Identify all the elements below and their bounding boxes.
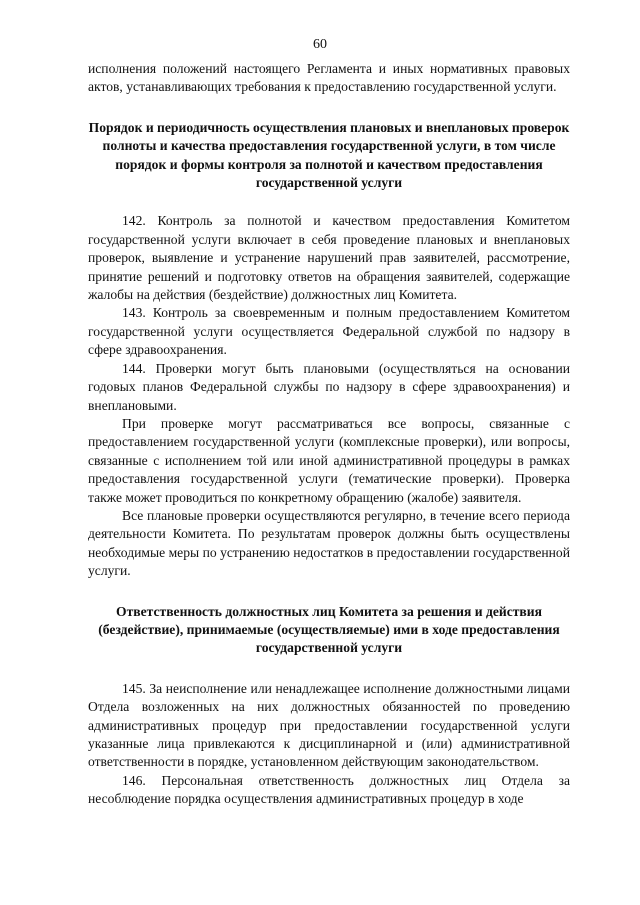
section-heading-responsibility: Ответственность должностных лиц Комитета за решения и действия (бездействие), принимаемые (осуществляемые) ими в ходе предоставления государственной услуги	[98, 603, 560, 656]
spacer	[88, 581, 570, 603]
document-body	[88, 60, 570, 809]
page-number: 60	[313, 37, 327, 52]
spacer	[88, 97, 570, 119]
clause-142: 142. Контроль за полнотой и качеством предоставления Комитетом государственной услуги включает в себя проведение плановых и внеплановых проверок, выявление и устранение нарушений прав заявителей, рассмотрение, принятие решений и подготовку ответов на обращения заявителей, содержащие жалобы на действия (бездействие) должностных лиц Комитета.	[88, 213, 570, 303]
spacer	[88, 192, 570, 212]
clause-146: 146. Персональная ответственность должностных лиц Отдела за несоблюдение порядка осуществления административных процедур в ходе	[88, 772, 570, 807]
section-heading-inspections: Порядок и периодичность осуществления плановых и внеплановых проверок полноты и качества предоставления государственной услуги, в том числе порядок и формы контроля за полнотой и качеством предоставления государственной услуги	[88, 119, 570, 191]
clause-144: 144. Проверки могут быть плановыми (осуществляться на основании годовых планов Федеральной службы по надзору в сфере здравоохранения) и внеплановыми.	[88, 360, 570, 413]
clause-145: 145. За неисполнение или ненадлежащее исполнение должностными лицами Отдела возложенных на них должностных обязанностей по проведению административных процедур при предоставлении государственной услуги указанные лица привлекаются к дисциплинарной и (или) административной ответственности в порядке, установленном действующим законодательством.	[88, 680, 570, 770]
clause-144-planned: Все плановые проверки осуществляются регулярно, в течение всего периода деятельности Комитета. По результатам проверок должны быть осуществлены необходимые меры по устранению недостатков в предоставлении государственной услуги.	[88, 507, 570, 579]
spacer	[88, 658, 570, 680]
clause-144-detail: При проверке могут рассматриваться все вопросы, связанные с предоставлением государственной услуги (комплексные проверки), или вопросы, связанные с исполнением той или иной административной процедуры в рамках предоставления государственной услуги (тематические проверки). Проверка также может проводиться по конкретному обращению (жалобе) заявителя.	[88, 415, 570, 505]
clause-143: 143. Контроль за своевременным и полным предоставлением Комитетом государственной услуги осуществляется Федеральной службой по надзору в сфере здравоохранения.	[88, 305, 570, 358]
continuation-paragraph: исполнения положений настоящего Регламента и иных нормативных правовых актов, устанавливающих требования к предоставлению государственной услуги.	[88, 61, 570, 95]
